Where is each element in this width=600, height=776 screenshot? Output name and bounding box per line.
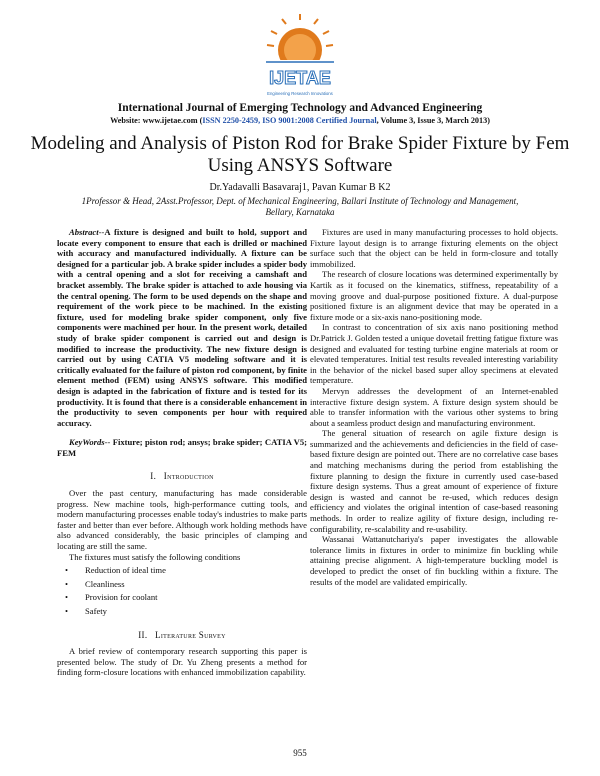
issn-link[interactable]: ISSN 2250-2459, ISO 9001:2008 Certified Journal	[202, 116, 377, 125]
journal-website	[0, 116, 600, 125]
list-item: • Reduction of ideal time	[65, 565, 166, 576]
bullet-icon: •	[65, 565, 69, 576]
journal-logo	[262, 12, 338, 100]
intro-paragraph-2: The fixtures must satisfy the following conditions	[69, 551, 241, 562]
paper-authors: Dr.Yadavalli Basavaraj1, Pavan Kumar B K2	[209, 182, 391, 193]
volume-info: , Volume 3, Issue 3, March 2013)	[376, 116, 490, 125]
list-item: • Provision for coolant	[65, 592, 158, 603]
paper-title: Modeling and Analysis of Piston Rod for Brake Spider Fixture by Fem Using ANSYS Software	[30, 133, 570, 176]
bullet-icon: •	[65, 592, 69, 603]
bullet-icon: •	[65, 578, 69, 589]
list-item: • Cleanliness	[65, 578, 125, 589]
right-paragraph-2: The research of closure locations was determined experimentally by Kartik as it focused on the kinematics, stiffness, repeatability of a moving groove and dual-purpose positioned fixture. A dual-purpose positioned fixture is an alignment device that may be operated in a fixture mode or a six-axis nano-positioning mode.	[310, 269, 558, 322]
lit-paragraph-1: A brief review of contemporary research supporting this paper is presented below. The study of Dr. Yu Zheng presents a method for finding form-closure locations with enhanced immobilization capability.	[57, 646, 307, 678]
journal-title: International Journal of Emerging Technology and Advanced Engineering	[117, 102, 483, 114]
keywords-text: Fixture; piston rod; ansys; brake spider; CATIA V5; FEM	[57, 437, 307, 458]
abstract	[57, 227, 307, 428]
abstract-text: A fixture is designed and built to hold, support and locate every component to ensure that each is drilled or machined with accuracy and manufactured individually. A fixture can be designed for a particular job. A brake spider includes a spider body with a central opening and a slot for receiving a camshaft and bracket assembly. The brake spider is attached to axle housing via the central opening. The form to be used depends on the shape and requirement of the work piece to be machined. In the existing fixture, used for modeling brake spider component, only five components were machined per hour. In the present work, detailed study of brake spider component is carried out and design is modified to increase the productivity. The new fixture design is carried out by using CATIA V5 modeling software and it is critically evaluated for the failure of piston rod component, by finite element method (FEM) using ANSYS software. This modified design is adapted in the fabrication of fixture and is tested for its productivity. It is found that there is a considerable enhancement in the productivity to seven components per hour with required accuracy.	[57, 227, 307, 428]
bullet-icon: •	[65, 606, 69, 616]
logo-text: IJETAE	[269, 68, 331, 88]
left-column	[57, 227, 307, 678]
abstract-label: Abstract--	[69, 227, 105, 237]
paper-affiliation: 1Professor & Head, 2Asst.Professor, Dept. of Mechanical Engineering, Ballari Institute of Technology and Management, Bellary, Karnataka	[81, 196, 519, 217]
keywords	[57, 437, 307, 458]
logo-subtitle: Engineering Research Innovations	[267, 91, 333, 96]
page-number: 955	[293, 748, 307, 758]
intro-heading: I. Introduction	[150, 471, 214, 482]
conditions-list	[57, 565, 307, 616]
right-paragraph-3: In contrast to concentration of six axis nano positioning method Dr.Patrick J. Golden tested a unique dovetail fretting fatigue fixture was designed and evaluated for testing turbine engine materials at room or elevated temperatures. Initial test results revealed interesting variability in the behavior of the nickel based super alloy specimens at elevated temperature.	[310, 322, 558, 386]
right-paragraph-4: Mervyn addresses the development of an Internet-enabled interactive fixture design system. A fixture design system should be able to transfer information with the various other systems to bring about a seamless product design and manufacturing environment.	[310, 385, 558, 428]
keywords-label: KeyWords--	[69, 437, 111, 448]
right-column	[310, 227, 558, 587]
right-paragraph-6: Wassanai Wattanutchariya's paper investigates the allowable tolerance limits in fixtures in order to minimize fin buckling while attaining precise alignment. A high-temperature buckling model is developed to predict the onset of fin buckling within a fixture. The results of the model are validated empirically.	[310, 534, 558, 587]
right-paragraph-1: Fixtures are used in many manufacturing processes to hold objects. Fixture layout design is to arrange fixturing elements on the object surface such that the object can be held in form-closure and totally immobilized.	[310, 227, 558, 269]
right-paragraph-5: The general situation of research on agile fixture design is summarized and the achievements and deficiencies in the field of case-based fixture design are pointed out. There are no correlative case bases and matching mechanisms during the period from establishing the fixture planning to design the fixture in currently used case-based fixture design systems. Thus a great amount of experience of fixture design is wasted and cannot be re-used, which reduces design efficiency and violates the original intention of case-based reasoning methods. In order to realize agility of fixture design, including re-configurability, re-scalability and re-usability.	[310, 428, 558, 534]
list-item: • Safety	[65, 606, 107, 616]
website-prefix: Website: www.ijetae.com (	[110, 116, 203, 125]
intro-paragraph-1: Over the past century, manufacturing has made considerable progress. New machine tools, high-performance cutting tools, and modern manufacturing processes enable today's industries to make parts faster and better than ever before. Although work holding methods have also advanced considerably, the basic principles of clamping and locating are still the same.	[57, 488, 307, 552]
lit-heading: II. Literature Survey	[138, 629, 226, 640]
